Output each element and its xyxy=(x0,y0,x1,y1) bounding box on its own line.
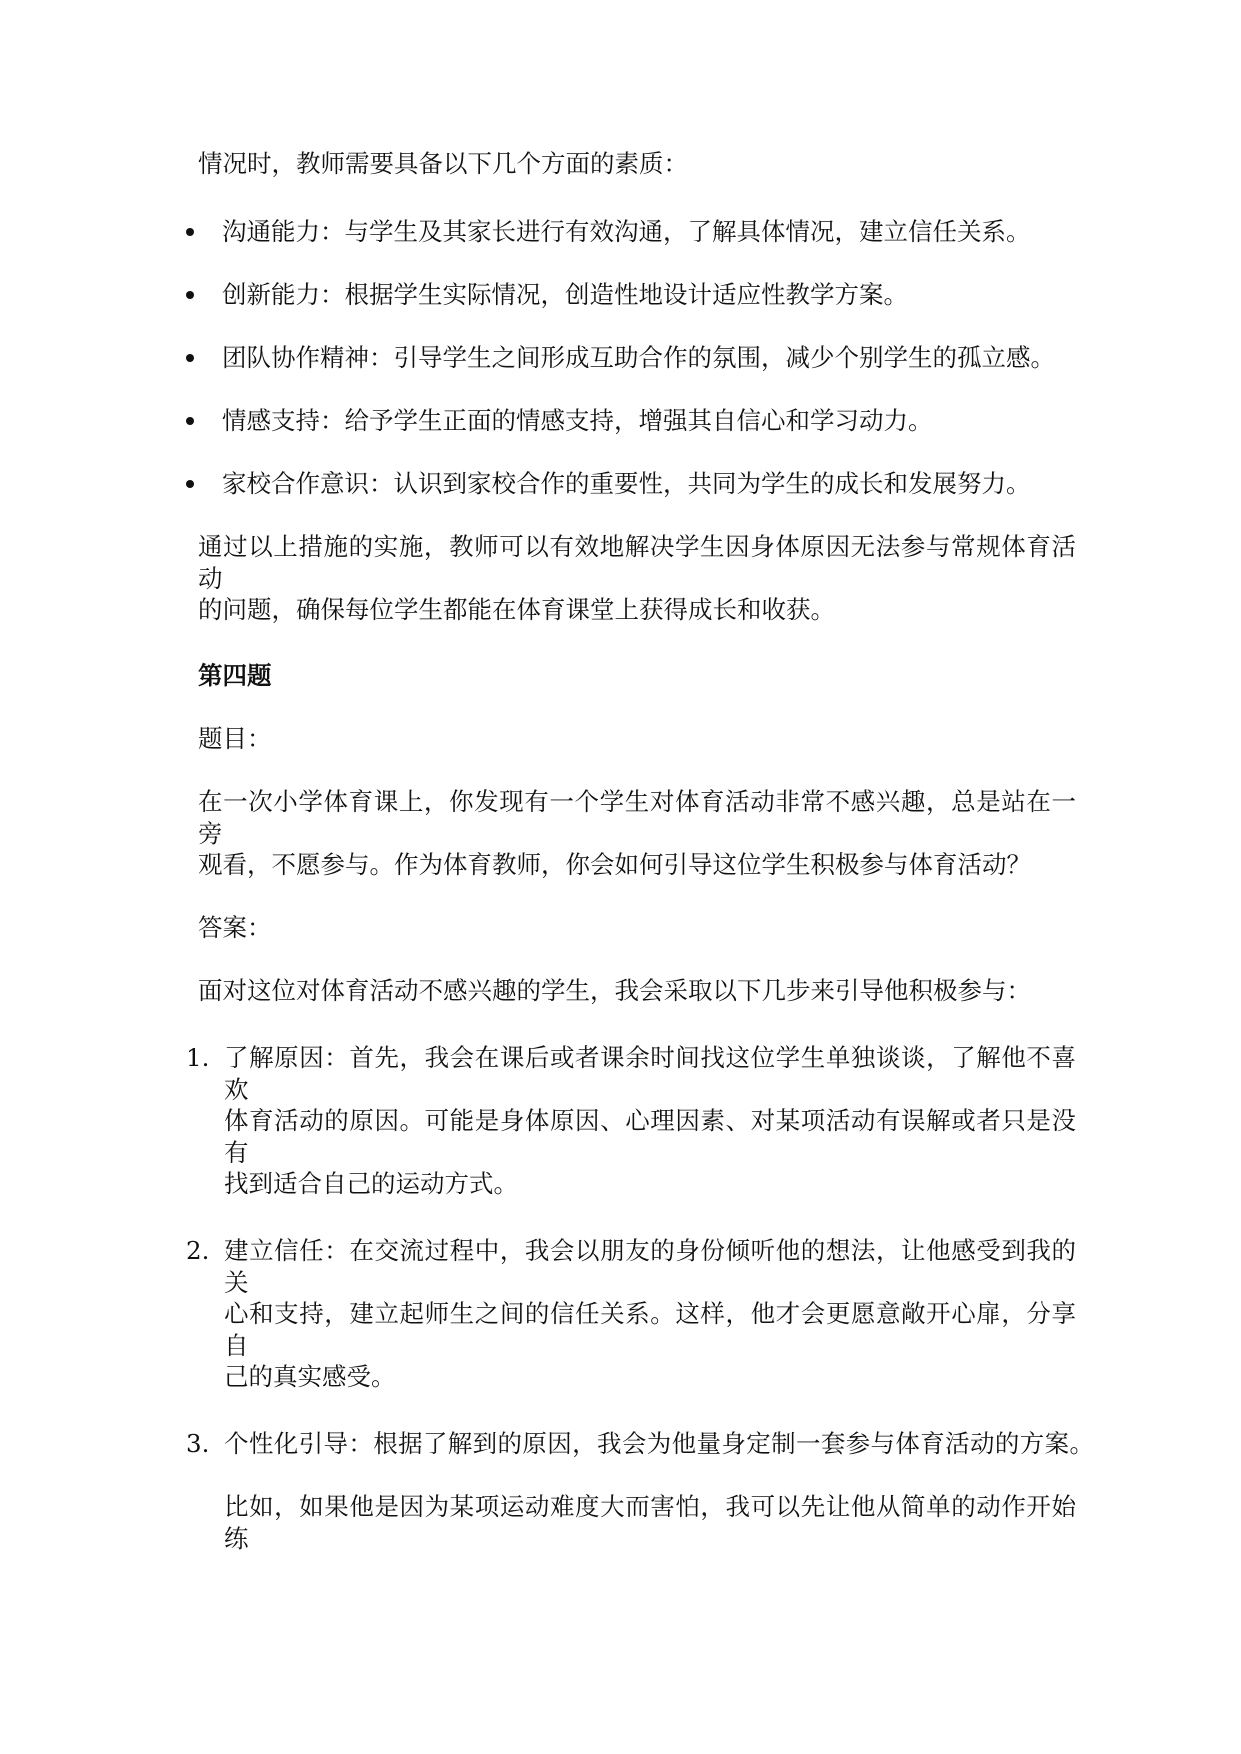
question-label: 题目： xyxy=(198,724,272,753)
bullet-icon xyxy=(186,291,194,299)
step-line: 体育活动的原因。可能是身体原因、心理因素、对某项活动有误解或者只是没有 xyxy=(224,1106,1076,1167)
step-number: 2. xyxy=(186,1236,210,1265)
list-item-text: 沟通能力：与学生及其家长进行有效沟通，了解具体情况，建立信任关系。 xyxy=(222,217,1031,246)
intro-line: 情况时，教师需要具备以下几个方面的素质： xyxy=(198,149,688,178)
conclusion-line-2: 的问题，确保每位学生都能在体育课堂上获得成长和收获。 xyxy=(198,595,835,624)
step-line: 比如，如果他是因为某项运动难度大而害怕，我可以先让他从简单的动作开始练 xyxy=(224,1492,1076,1553)
question-line-1: 在一次小学体育课上，你发现有一个学生对体育活动非常不感兴趣，总是站在一旁 xyxy=(198,787,1076,848)
list-item-text: 团队协作精神：引导学生之间形成互助合作的氛围，减少个别学生的孤立感。 xyxy=(222,343,1055,372)
bullet-icon xyxy=(186,228,194,236)
answer-label: 答案： xyxy=(198,913,272,942)
conclusion-line-1: 通过以上措施的实施，教师可以有效地解决学生因身体原因无法参与常规体育活动 xyxy=(198,532,1076,593)
step-number: 3. xyxy=(186,1429,210,1458)
bullet-icon xyxy=(186,354,194,362)
answer-intro: 面对这位对体育活动不感兴趣的学生，我会采取以下几步来引导他积极参与： xyxy=(198,976,1031,1005)
section-title: 第四题 xyxy=(198,661,272,690)
step-line: 心和支持，建立起师生之间的信任关系。这样，他才会更愿意敞开心扉，分享自 xyxy=(224,1299,1076,1360)
step-line: 了解原因：首先，我会在课后或者课余时间找这位学生单独谈谈，了解他不喜欢 xyxy=(224,1043,1076,1104)
question-line-2: 观看，不愿参与。作为体育教师，你会如何引导这位学生积极参与体育活动？ xyxy=(198,850,1031,879)
step-line: 个性化引导：根据了解到的原因，我会为他量身定制一套参与体育活动的方案。 xyxy=(224,1429,1094,1458)
step-line: 建立信任：在交流过程中，我会以朋友的身份倾听他的想法，让他感受到我的关 xyxy=(224,1236,1076,1297)
bullet-icon xyxy=(186,417,194,425)
step-line: 找到适合自己的运动方式。 xyxy=(224,1169,518,1198)
list-item-text: 家校合作意识：认识到家校合作的重要性，共同为学生的成长和发展努力。 xyxy=(222,469,1031,498)
step-number: 1. xyxy=(186,1043,210,1072)
list-item-text: 情感支持：给予学生正面的情感支持，增强其自信心和学习动力。 xyxy=(222,406,933,435)
bullet-icon xyxy=(186,480,194,488)
step-line: 己的真实感受。 xyxy=(224,1362,396,1391)
list-item-text: 创新能力：根据学生实际情况，创造性地设计适应性教学方案。 xyxy=(222,280,908,309)
